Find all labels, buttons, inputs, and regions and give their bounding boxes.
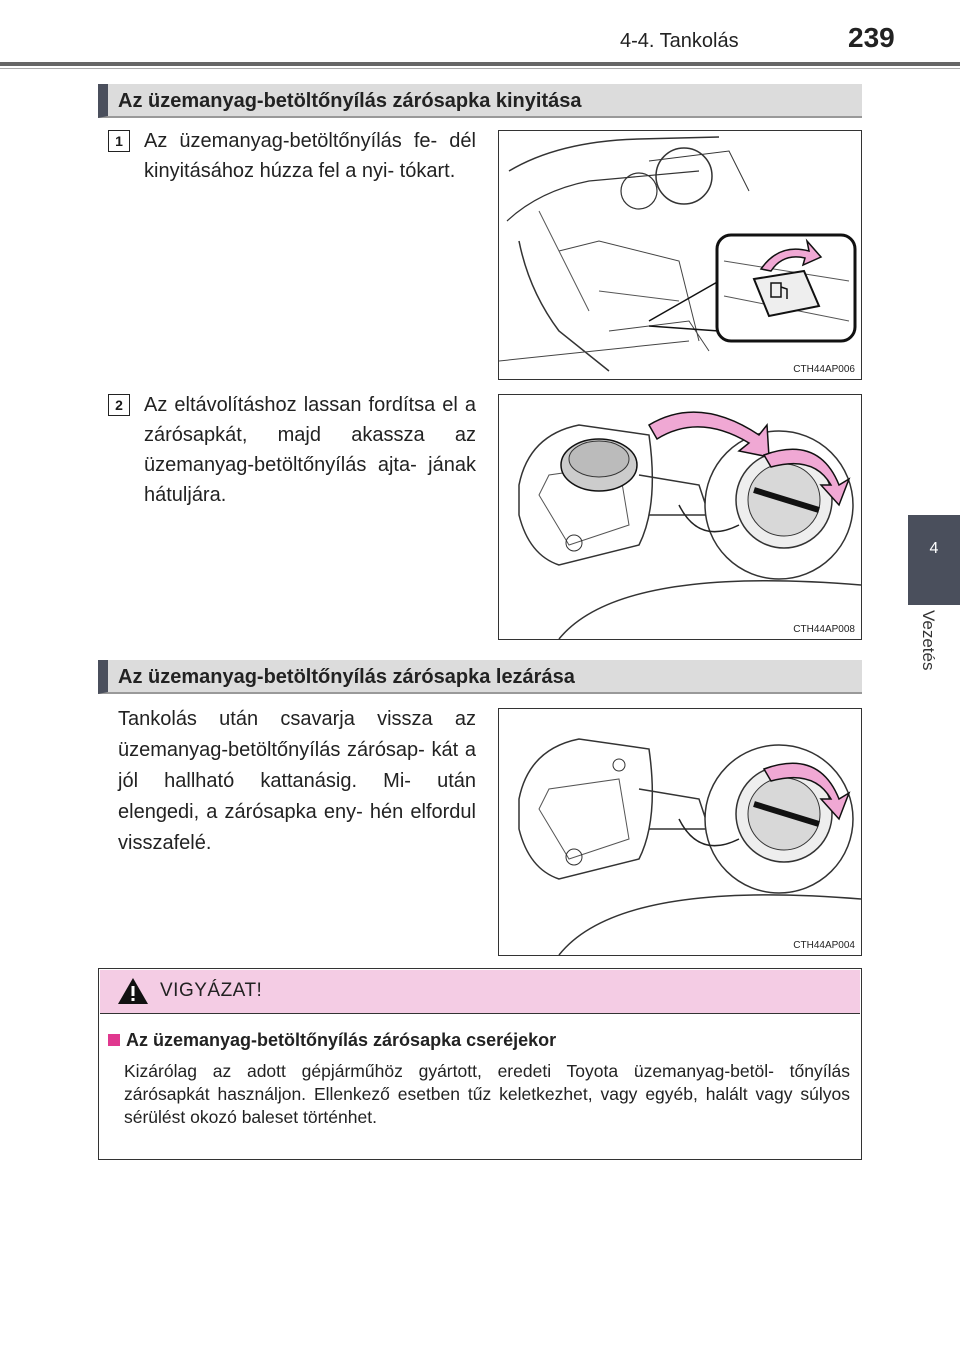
caution-item-title: Az üzemanyag-betöltőnyílás zárósapka cseréjekor (126, 1030, 557, 1050)
figure-cap-closing (498, 708, 862, 956)
figure-fuel-door-opener (498, 130, 862, 380)
fuel-cap-removal-illustration (499, 395, 861, 639)
fuel-cap-closing-illustration (499, 709, 861, 955)
chapter-number: 4 (929, 540, 939, 557)
car-interior-illustration (499, 131, 861, 379)
chapter-tab (908, 515, 960, 605)
caution-bullet-icon (108, 1034, 120, 1046)
step-text-1: Az üzemanyag-betöltőnyílás fe- dél kinyitásához húzza fel a nyi- tókart. (144, 130, 476, 182)
figure-code: CTH44AP006 (793, 364, 855, 375)
figure-cap-removal (498, 394, 862, 640)
caution-body-text: Kizárólag az adott gépjárműhöz gyártott, eredeti Toyota üzemanyag-betöl- tőnyílás zárósapkát használjon. Ellenkező esetben tűz keletkezhet, vagy egyéb, halált vagy súlyos sérülést okozó baleset történhet. (124, 1061, 850, 1127)
page-number: 239 (848, 22, 895, 53)
closing-instructions: Tankolás után csavarja vissza az üzemanyag-betöltőnyílás zárósap- kát a jól hallható kattanásig. Mi- után elengedi, a zárósapka eny- hén elfordul visszafelé. (118, 708, 476, 854)
section-heading-closing (98, 660, 862, 694)
section-heading-opening (98, 84, 862, 118)
warning-triangle-icon (116, 976, 150, 1006)
section-heading-text: Az üzemanyag-betöltőnyílás zárósapka lezárása (118, 666, 575, 688)
figure-code: CTH44AP004 (793, 940, 855, 951)
figure-code: CTH44AP008 (793, 624, 855, 635)
step-text-2: Az eltávolításhoz lassan fordítsa el a zárósapkát, majd akassza az üzemanyag-betöltőnyílás ajta- jának hátuljára. (144, 394, 476, 506)
caution-title: VIGYÁZAT! (160, 980, 263, 1001)
step-number-1: 1 (108, 130, 130, 152)
header-rule-thin (0, 68, 960, 69)
header-section-title: 4-4. Tankolás (620, 30, 739, 52)
step-number-2: 2 (108, 394, 130, 416)
header-rule (0, 62, 960, 66)
chapter-label: Vezetés (919, 610, 938, 671)
section-heading-text: Az üzemanyag-betöltőnyílás zárósapka kinyitása (118, 90, 582, 112)
